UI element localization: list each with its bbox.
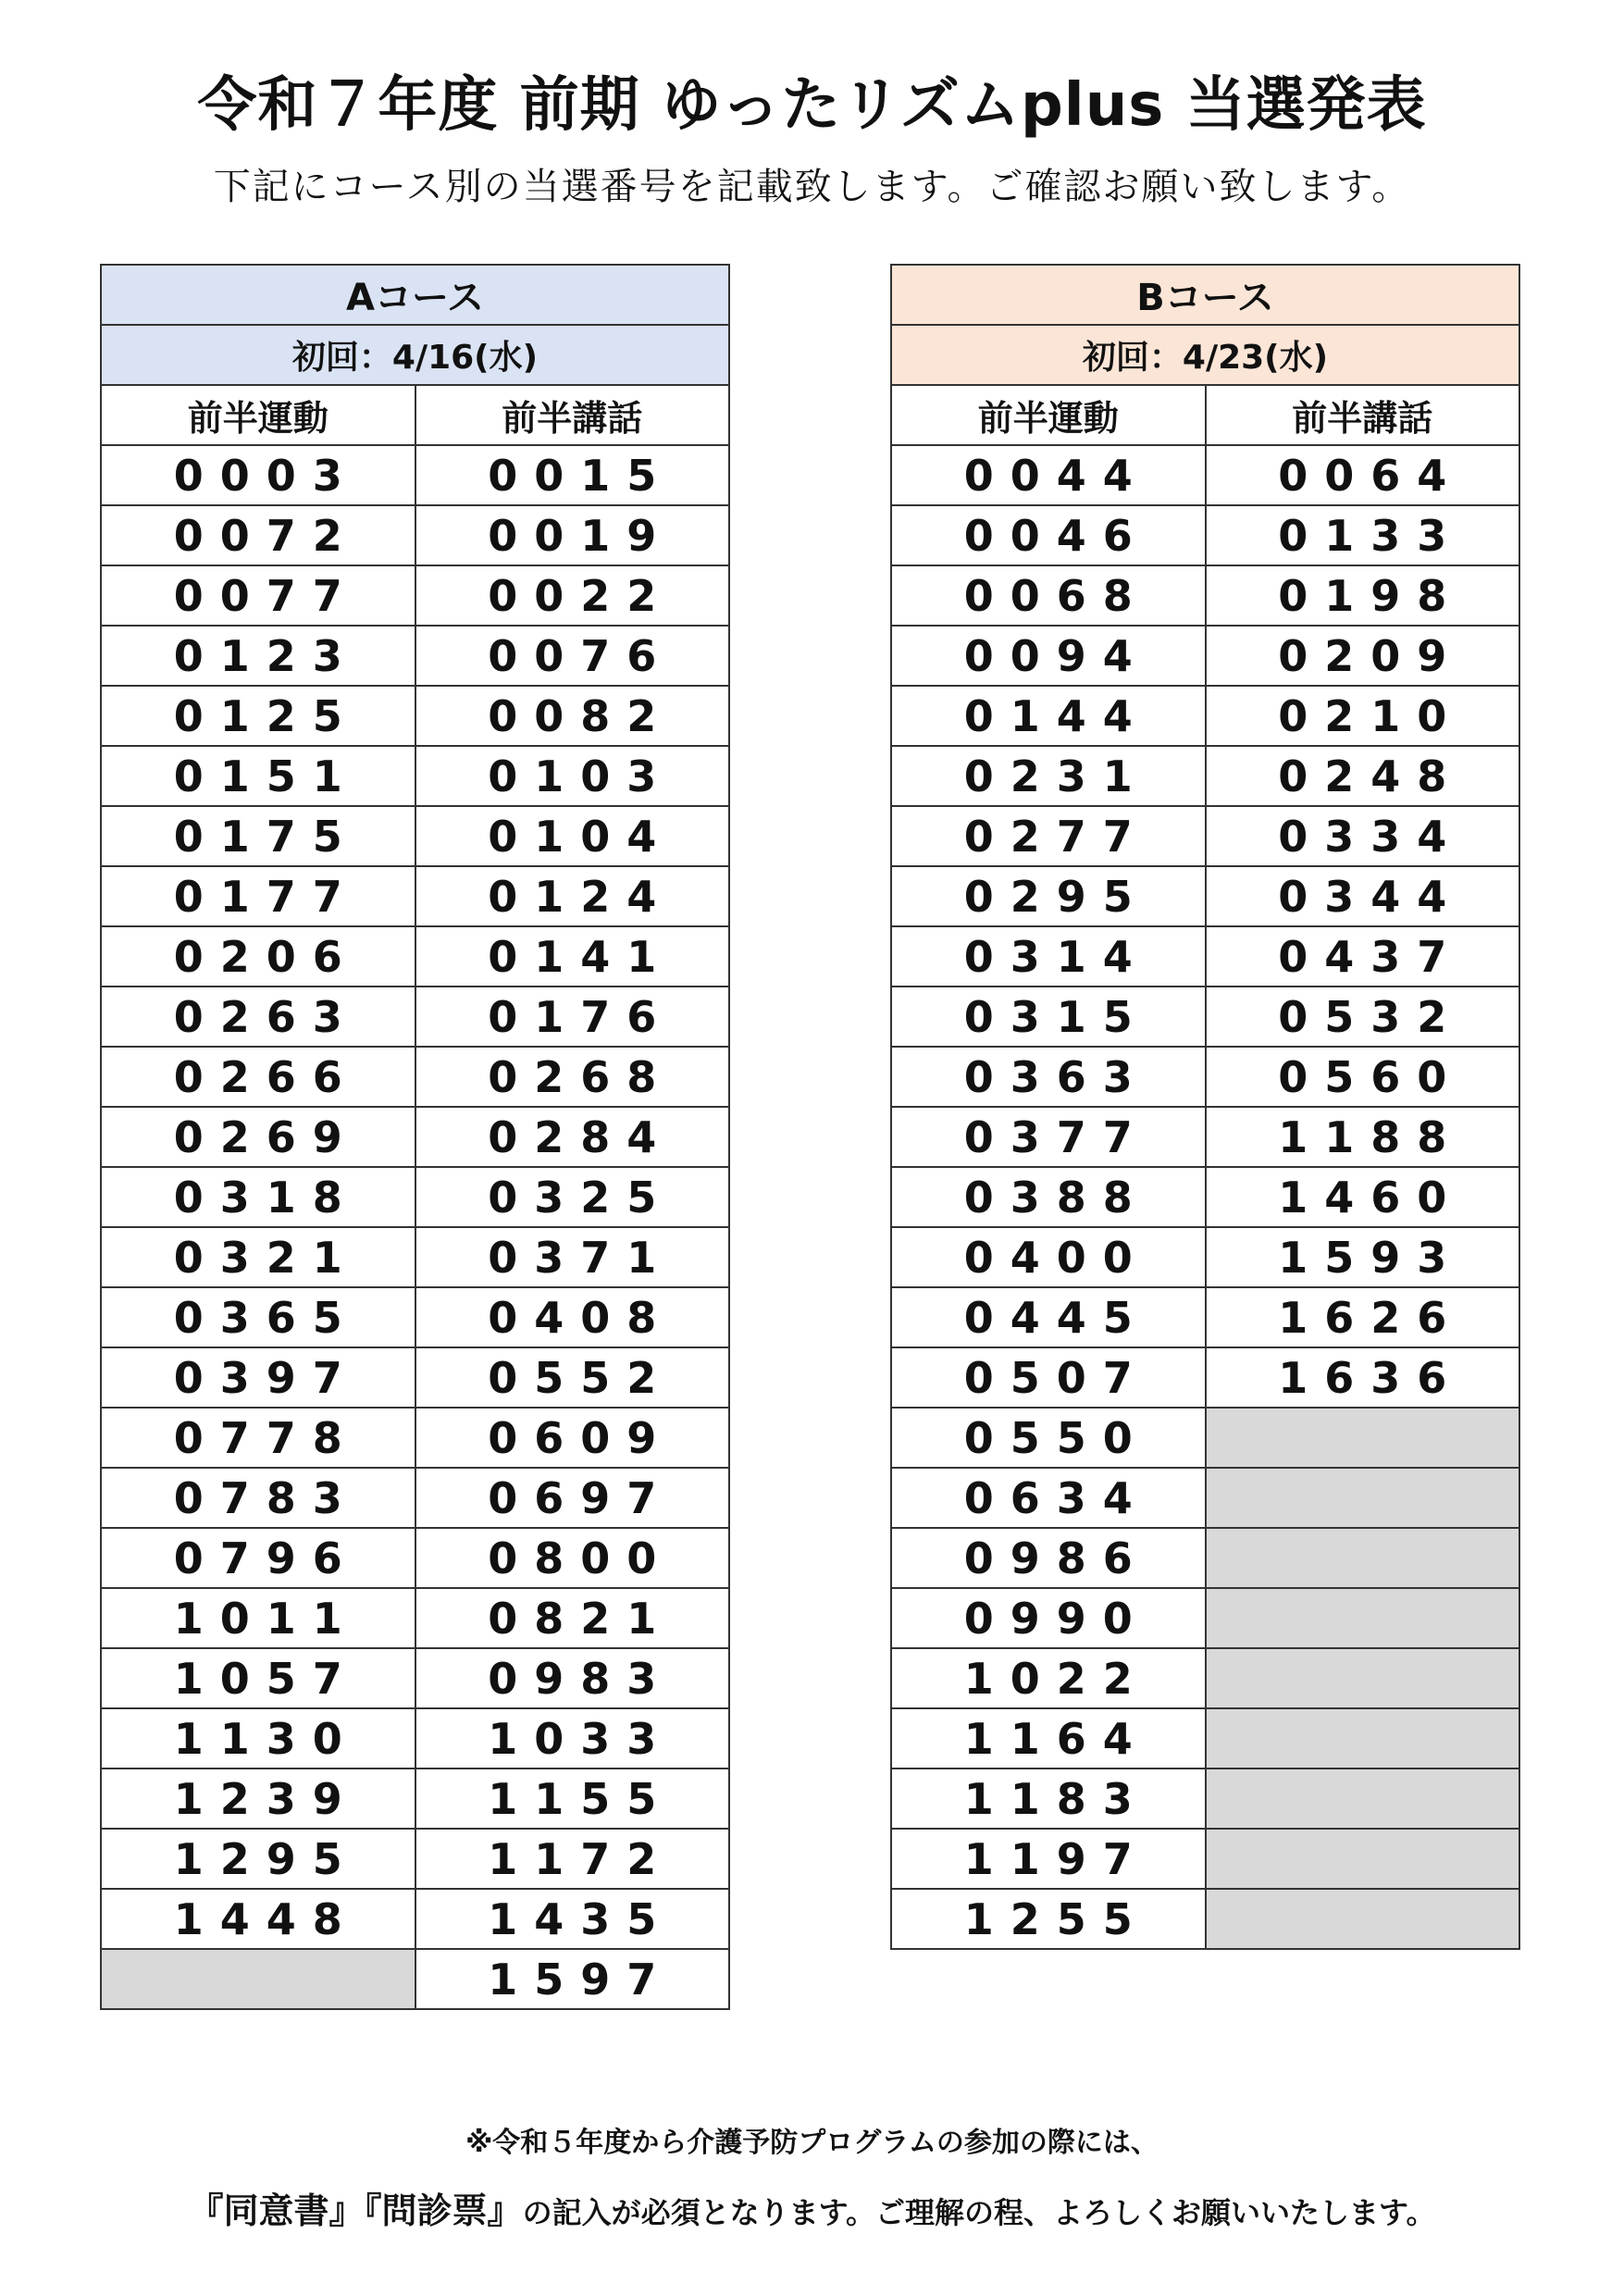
table-row [891, 1107, 1519, 1167]
winning-number-cell: 0151 [101, 746, 415, 806]
course-a-table [100, 264, 730, 2010]
winning-number-cell: 1460 [1206, 1167, 1520, 1227]
winning-number-cell: 0507 [891, 1347, 1206, 1408]
winning-number-cell [1206, 1468, 1520, 1528]
table-row [101, 1408, 729, 1468]
winning-number-cell: 0072 [101, 505, 415, 565]
winning-number-cell: 0124 [415, 866, 730, 926]
winning-number-cell: 0334 [1206, 806, 1520, 866]
winning-number-cell: 0986 [891, 1528, 1206, 1588]
winning-number-cell: 0532 [1206, 987, 1520, 1047]
table-row [101, 505, 729, 565]
table-row [101, 1528, 729, 1588]
winning-number-cell: 0284 [415, 1107, 730, 1167]
table-row [101, 1769, 729, 1829]
winning-number-cell: 0400 [891, 1227, 1206, 1287]
winning-number-cell: 0015 [415, 445, 730, 505]
winning-number-cell: 0019 [415, 505, 730, 565]
winning-number-cell: 0800 [415, 1528, 730, 1588]
winning-number-cell: 0175 [101, 806, 415, 866]
winning-number-cell: 0133 [1206, 505, 1520, 565]
winning-number-cell: 0325 [415, 1167, 730, 1227]
winning-number-cell: 0104 [415, 806, 730, 866]
winning-number-cell: 0231 [891, 746, 1206, 806]
winning-number-cell: 1626 [1206, 1287, 1520, 1347]
winning-number-cell: 0269 [101, 1107, 415, 1167]
winning-number-cell: 0821 [415, 1588, 730, 1648]
page-title: 令和７年度 前期 ゆったリズムplus 当選発表 [197, 71, 1427, 140]
table-row [101, 1708, 729, 1769]
winning-number-cell: 0209 [1206, 626, 1520, 686]
winning-number-cell: 0634 [891, 1468, 1206, 1528]
winning-number-cell [1206, 1648, 1520, 1708]
table-row [101, 1949, 729, 2009]
winning-number-cell: 0697 [415, 1468, 730, 1528]
page-subtitle: 下記にコース別の当選番号を記載致します。ご確認お願い致します。 [213, 166, 1411, 208]
winning-number-cell: 0144 [891, 686, 1206, 746]
winning-number-cell: 0263 [101, 987, 415, 1047]
winning-number-cell: 0983 [415, 1648, 730, 1708]
table-row [101, 746, 729, 806]
table-row [101, 806, 729, 866]
winning-number-cell: 0408 [415, 1287, 730, 1347]
table-row [891, 1889, 1519, 1949]
winning-number-cell: 1435 [415, 1889, 730, 1949]
table-row [891, 806, 1519, 866]
winning-number-cell: 0206 [101, 926, 415, 987]
winning-number-cell: 0123 [101, 626, 415, 686]
winning-number-cell: 1033 [415, 1708, 730, 1769]
winning-number-cell: 0321 [101, 1227, 415, 1287]
table-row [891, 1648, 1519, 1708]
table-row [101, 1648, 729, 1708]
table-row [101, 1347, 729, 1408]
winning-number-cell: 0198 [1206, 565, 1520, 626]
course-name: Bコース [891, 265, 1519, 325]
table-row [891, 1829, 1519, 1889]
winning-number-cell: 0363 [891, 1047, 1206, 1107]
winning-number-cell: 0295 [891, 866, 1206, 926]
winning-number-cell [1206, 1528, 1520, 1588]
winning-number-cell: 0094 [891, 626, 1206, 686]
table-row [101, 866, 729, 926]
winning-number-cell: 0248 [1206, 746, 1520, 806]
winning-number-cell: 1255 [891, 1889, 1206, 1949]
winning-number-cell: 1057 [101, 1648, 415, 1708]
winning-number-cell: 0318 [101, 1167, 415, 1227]
winning-number-cell: 0068 [891, 565, 1206, 626]
winning-number-cell: 0064 [1206, 445, 1520, 505]
table-row [891, 1708, 1519, 1769]
winning-number-cell: 0268 [415, 1047, 730, 1107]
table-row [891, 626, 1519, 686]
table-row [891, 445, 1519, 505]
winning-number-cell: 0783 [101, 1468, 415, 1528]
winning-number-cell: 0371 [415, 1227, 730, 1287]
table-row [101, 565, 729, 626]
winning-number-cell: 1295 [101, 1829, 415, 1889]
winning-number-cell: 1597 [415, 1949, 730, 2009]
winning-number-cell: 0365 [101, 1287, 415, 1347]
table-row [101, 987, 729, 1047]
winning-number-cell: 0077 [101, 565, 415, 626]
winning-number-cell: 1188 [1206, 1107, 1520, 1167]
winning-number-cell: 0103 [415, 746, 730, 806]
table-row [101, 686, 729, 746]
winning-number-cell: 0176 [415, 987, 730, 1047]
winning-number-cell: 0046 [891, 505, 1206, 565]
table-row [891, 1047, 1519, 1107]
winning-number-cell: 0344 [1206, 866, 1520, 926]
winning-number-cell: 1636 [1206, 1347, 1520, 1408]
winning-number-cell [1206, 1708, 1520, 1769]
winning-number-cell: 0082 [415, 686, 730, 746]
winning-number-cell: 1022 [891, 1648, 1206, 1708]
table-row [891, 866, 1519, 926]
winning-number-cell: 0377 [891, 1107, 1206, 1167]
table-row [891, 1347, 1519, 1408]
table-row [101, 1047, 729, 1107]
winning-number-cell [1206, 1408, 1520, 1468]
table-row [101, 926, 729, 987]
winning-number-cell: 1155 [415, 1769, 730, 1829]
footer-note-line2 [0, 2182, 1624, 2233]
table-row [101, 445, 729, 505]
winning-number-cell: 0314 [891, 926, 1206, 987]
winning-number-cell: 0177 [101, 866, 415, 926]
table-row [101, 1588, 729, 1648]
table-row [101, 1889, 729, 1949]
column-header-row [891, 385, 1519, 445]
course-name: Aコース [101, 265, 729, 325]
required-documents: 『同意書』『問診票』 [188, 2191, 523, 2231]
column-header-exercise: 前半運動 [101, 385, 415, 445]
table-row [101, 1167, 729, 1227]
table-row [101, 1468, 729, 1528]
winning-number-cell: 0560 [1206, 1047, 1520, 1107]
winning-number-cell [1206, 1829, 1520, 1889]
table-row [891, 565, 1519, 626]
winning-number-cell: 0022 [415, 565, 730, 626]
course-b-table [890, 264, 1520, 1950]
footer-note-line1: ※令和５年度から介護予防プログラムの参加の際には、 [465, 2127, 1159, 2159]
table-row [101, 1107, 729, 1167]
table-row [891, 746, 1519, 806]
winning-number-cell: 1197 [891, 1829, 1206, 1889]
winning-number-cell: 1239 [101, 1769, 415, 1829]
table-row [101, 1227, 729, 1287]
column-header-exercise: 前半運動 [891, 385, 1206, 445]
table-row [891, 1227, 1519, 1287]
table-row [891, 1528, 1519, 1588]
winning-number-cell: 0315 [891, 987, 1206, 1047]
winning-number-cell: 0990 [891, 1588, 1206, 1648]
winning-number-cell [101, 1949, 415, 2009]
table-row [891, 505, 1519, 565]
table-row [101, 626, 729, 686]
table-row [891, 1167, 1519, 1227]
winning-number-cell: 0388 [891, 1167, 1206, 1227]
column-header-lecture: 前半講話 [415, 385, 730, 445]
winning-number-cell: 0552 [415, 1347, 730, 1408]
winning-number-cell: 0125 [101, 686, 415, 746]
winning-number-cell [1206, 1769, 1520, 1829]
winning-number-cell: 0210 [1206, 686, 1520, 746]
table-row [891, 926, 1519, 987]
winning-number-cell: 0003 [101, 445, 415, 505]
winning-number-cell: 0266 [101, 1047, 415, 1107]
column-header-lecture: 前半講話 [1206, 385, 1520, 445]
winning-number-cell: 1593 [1206, 1227, 1520, 1287]
table-row [891, 1769, 1519, 1829]
table-row [101, 1287, 729, 1347]
winning-number-cell: 0550 [891, 1408, 1206, 1468]
table-row [891, 686, 1519, 746]
winning-number-cell: 0044 [891, 445, 1206, 505]
table-row [891, 987, 1519, 1047]
winning-number-cell: 0397 [101, 1347, 415, 1408]
winning-number-cell [1206, 1588, 1520, 1648]
winning-number-cell: 1011 [101, 1588, 415, 1648]
course-start-date: 初回：4/16(水) [101, 325, 729, 385]
winning-number-cell: 0437 [1206, 926, 1520, 987]
winning-number-cell: 1130 [101, 1708, 415, 1769]
course-start-date: 初回：4/23(水) [891, 325, 1519, 385]
table-row [891, 1588, 1519, 1648]
table-row [101, 1829, 729, 1889]
table-row [891, 1287, 1519, 1347]
winning-number-cell: 0141 [415, 926, 730, 987]
winning-number-cell: 1183 [891, 1769, 1206, 1829]
winning-number-cell: 0277 [891, 806, 1206, 866]
winning-number-cell: 0778 [101, 1408, 415, 1468]
winning-number-cell: 0445 [891, 1287, 1206, 1347]
winning-number-cell [1206, 1889, 1520, 1949]
footer-note-rest: の記入が必須となります。ご理解の程、よろしくお願いいたします。 [522, 2195, 1436, 2230]
column-header-row [101, 385, 729, 445]
table-row [891, 1468, 1519, 1528]
winning-number-cell: 0609 [415, 1408, 730, 1468]
winning-number-cell: 0076 [415, 626, 730, 686]
table-row [891, 1408, 1519, 1468]
winning-number-cell: 1164 [891, 1708, 1206, 1769]
winning-number-cell: 1172 [415, 1829, 730, 1889]
winning-number-cell: 0796 [101, 1528, 415, 1588]
winning-number-cell: 1448 [101, 1889, 415, 1949]
